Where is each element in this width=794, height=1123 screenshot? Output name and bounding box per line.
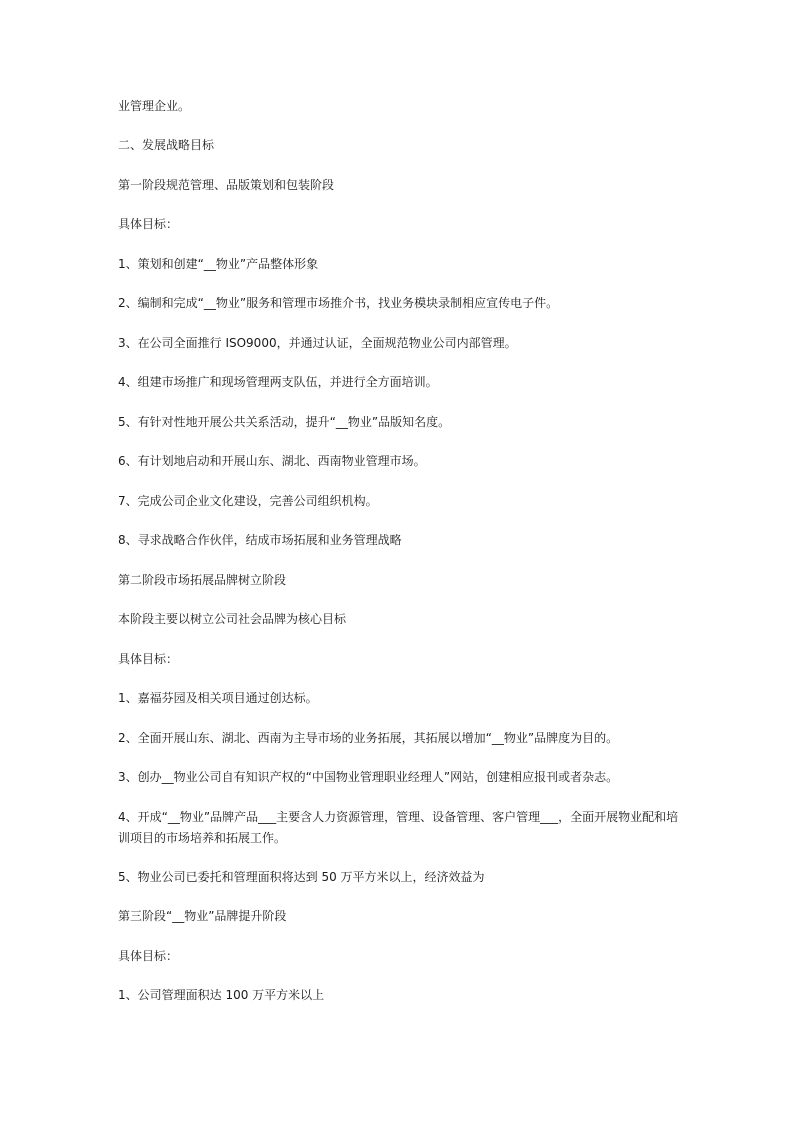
phase-one-goal-4: 4、组建市场推广和现场管理两支队伍，并进行全方面培训。: [118, 375, 438, 389]
phase-one-goal-1: 1、策划和创建“__物业”产品整体形象: [118, 257, 319, 271]
paragraph-intro-tail: 业管理企业。: [118, 99, 191, 113]
phase-one-goals-label: 具体目标：: [118, 217, 179, 231]
phase-two-summary: 本阶段主要以树立公司社会品牌为核心目标: [118, 612, 347, 626]
phase-two-goal-4: 4、开成“__物业”品牌产品___主要含人力资源管理，管理、设备管理、客户管理___，全面开展物业配和培训项目的市场培养和拓展工作。: [118, 810, 679, 845]
phase-two-goal-1: 1、嘉福芬园及相关项目通过创达标。: [118, 691, 318, 705]
phase-one-goal-3: 3、在公司全面推行 ISO9000，并通过认证，全面规范物业公司内部管理。: [118, 336, 517, 350]
phase-three-goals-label: 具体目标：: [118, 949, 179, 963]
phase-two-heading: 第二阶段市场拓展品牌树立阶段: [118, 573, 287, 587]
phase-one-goal-8: 8、寻求战略合作伙伴，结成市场拓展和业务管理战略: [118, 533, 402, 547]
phase-one-goal-2: 2、编制和完成“__物业”服务和管理市场推介书，找业务模块录制相应宣传电子件。: [118, 296, 559, 310]
phase-two-goals-label: 具体目标：: [118, 652, 179, 666]
phase-three-heading: 第三阶段“__物业”品牌提升阶段: [118, 909, 287, 923]
section-heading-strategy-goals: 二、发展战略目标: [118, 138, 215, 152]
phase-one-goal-7: 7、完成公司企业文化建设，完善公司组织机构。: [118, 494, 378, 508]
phase-two-goal-3: 3、创办__物业公司自有知识产权的“中国物业管理职业经理人”网站，创建相应报刊或者杂志。: [118, 770, 619, 784]
phase-two-goal-2: 2、全面开展山东、湖北、西南为主导市场的业务拓展，其拓展以增加“__物业”品牌度为目的。: [118, 731, 619, 745]
phase-one-heading: 第一阶段规范管理、品版策划和包装阶段: [118, 178, 335, 192]
phase-three-goal-1: 1、公司管理面积达 100 万平方米以上: [118, 988, 325, 1002]
phase-two-goal-5: 5、物业公司已委托和管理面积将达到 50 万平方米以上，经济效益为: [118, 870, 485, 884]
phase-one-goal-5: 5、有针对性地开展公共关系活动，提升“__物业”品版知名度。: [118, 415, 451, 429]
phase-one-goal-6: 6、有计划地启动和开展山东、湖北、西南物业管理市场。: [118, 454, 426, 468]
